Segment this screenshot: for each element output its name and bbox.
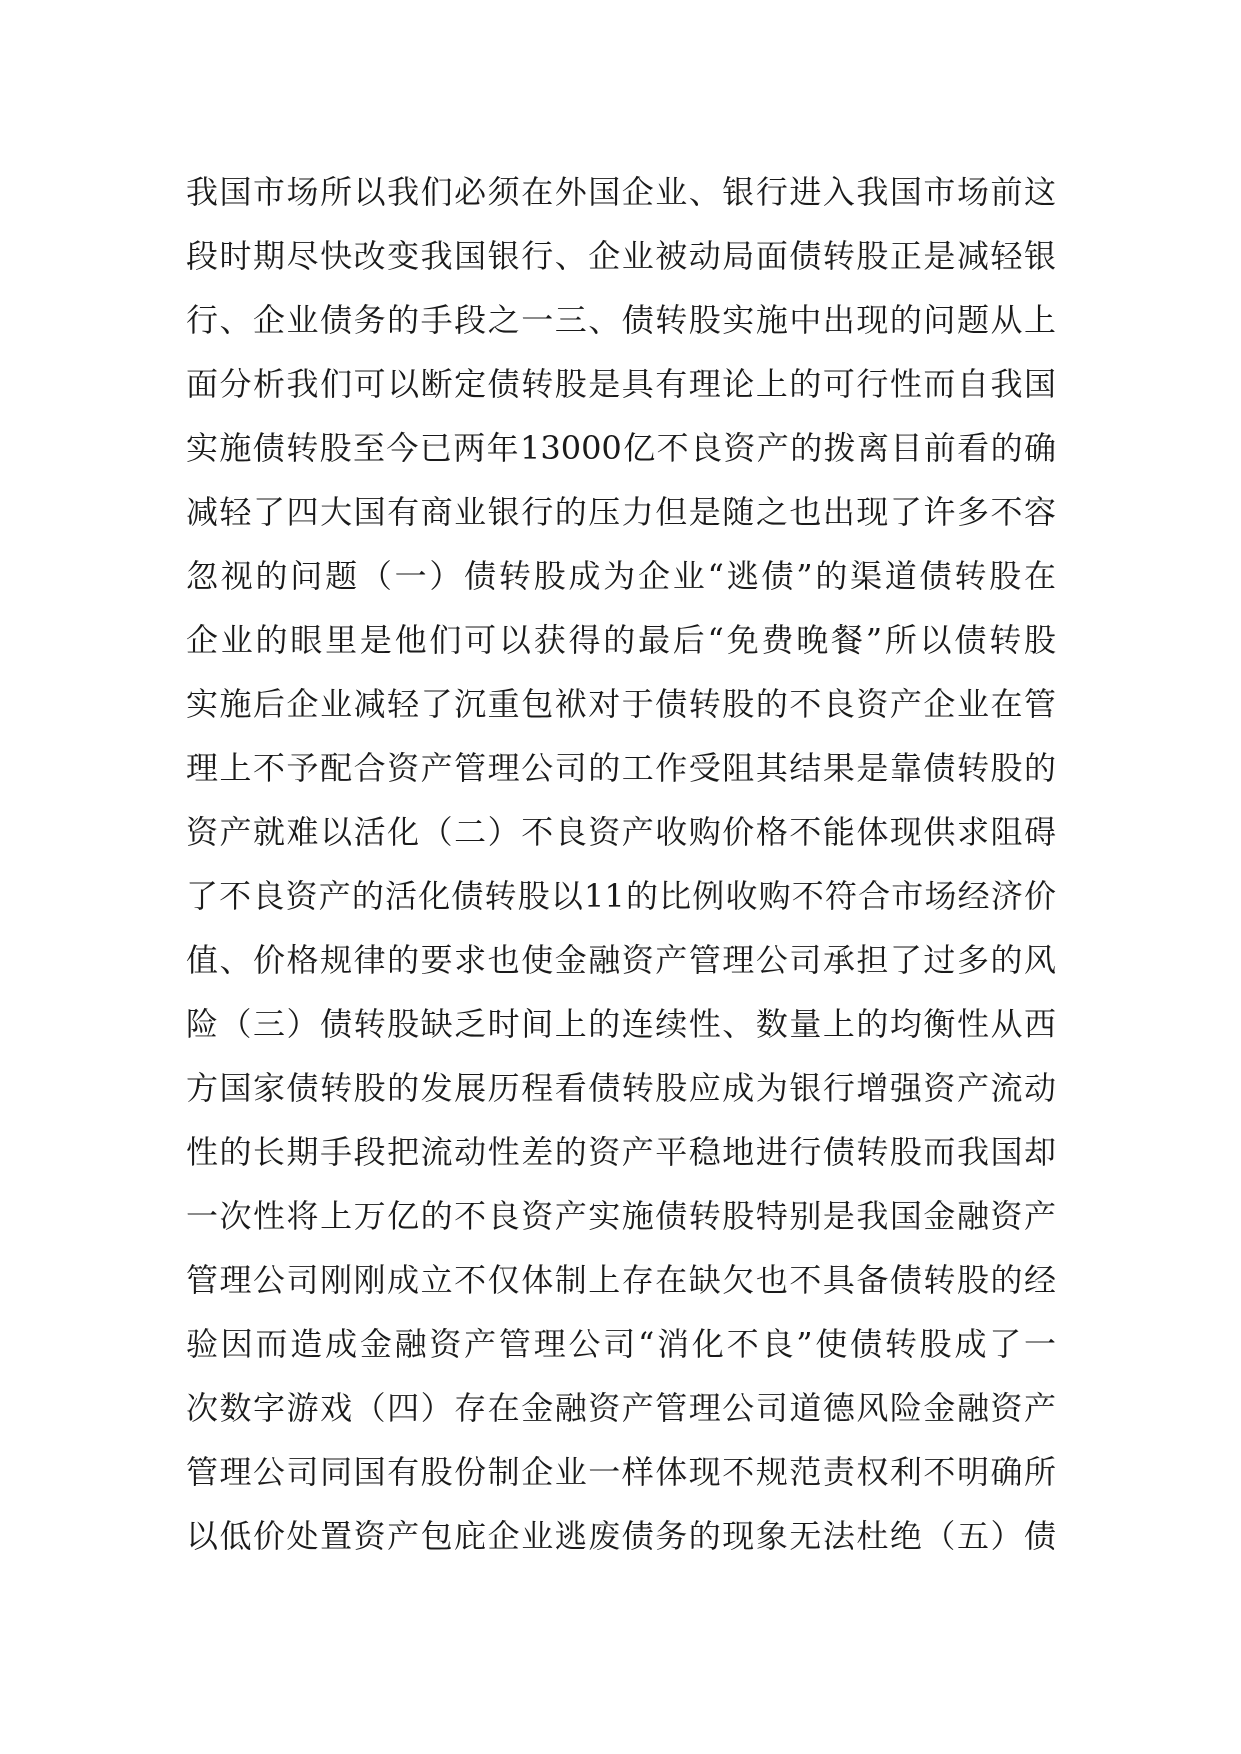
text-line: 我国市场所以我们必须在外国企业、银行进入我国市场前这: [186, 173, 1056, 211]
text-line: 验因而造成金融资产管理公司“消化不良”使债转股成了一: [186, 1325, 1056, 1363]
text-line: 一次性将上万亿的不良资产实施债转股特别是我国金融资产: [186, 1197, 1056, 1235]
text-line: 次数字游戏（四）存在金融资产管理公司道德风险金融资产: [186, 1389, 1056, 1427]
text-line: 行、企业债务的手段之一三、债转股实施中出现的问题从上: [186, 301, 1056, 339]
text-line: 面分析我们可以断定债转股是具有理论上的可行性而自我国: [186, 365, 1056, 403]
text-line: 管理公司刚刚成立不仅体制上存在缺欠也不具备债转股的经: [186, 1261, 1056, 1299]
text-line: 了不良资产的活化债转股以11的比例收购不符合市场经济价: [186, 877, 1056, 915]
text-line: 资产就难以活化（二）不良资产收购价格不能体现供求阻碍: [186, 813, 1056, 851]
text-line: 方国家债转股的发展历程看债转股应成为银行增强资产流动: [186, 1069, 1056, 1107]
text-line: 企业的眼里是他们可以获得的最后“免费晚餐”所以债转股: [186, 621, 1056, 659]
text-line: 值、价格规律的要求也使金融资产管理公司承担了过多的风: [186, 941, 1056, 979]
text-line: 实施债转股至今已两年13000亿不良资产的拨离目前看的确: [186, 429, 1056, 467]
text-line: 险（三）债转股缺乏时间上的连续性、数量上的均衡性从西: [186, 1005, 1056, 1043]
text-line: 忽视的问题（一）债转股成为企业“逃债”的渠道债转股在: [186, 557, 1056, 595]
text-line: 减轻了四大国有商业银行的压力但是随之也出现了许多不容: [186, 493, 1056, 531]
text-line: 段时期尽快改变我国银行、企业被动局面债转股正是减轻银: [186, 237, 1056, 275]
text-line: 管理公司同国有股份制企业一样体现不规范责权利不明确所: [186, 1453, 1056, 1491]
text-line: 性的长期手段把流动性差的资产平稳地进行债转股而我国却: [186, 1133, 1056, 1171]
text-line: 理上不予配合资产管理公司的工作受阻其结果是靠债转股的: [186, 749, 1056, 787]
body-text: [186, 160, 1056, 1568]
text-line: 以低价处置资产包庇企业逃废债务的现象无法杜绝（五）债: [186, 1517, 1056, 1555]
text-line: 实施后企业减轻了沉重包袱对于债转股的不良资产企业在管: [186, 685, 1056, 723]
